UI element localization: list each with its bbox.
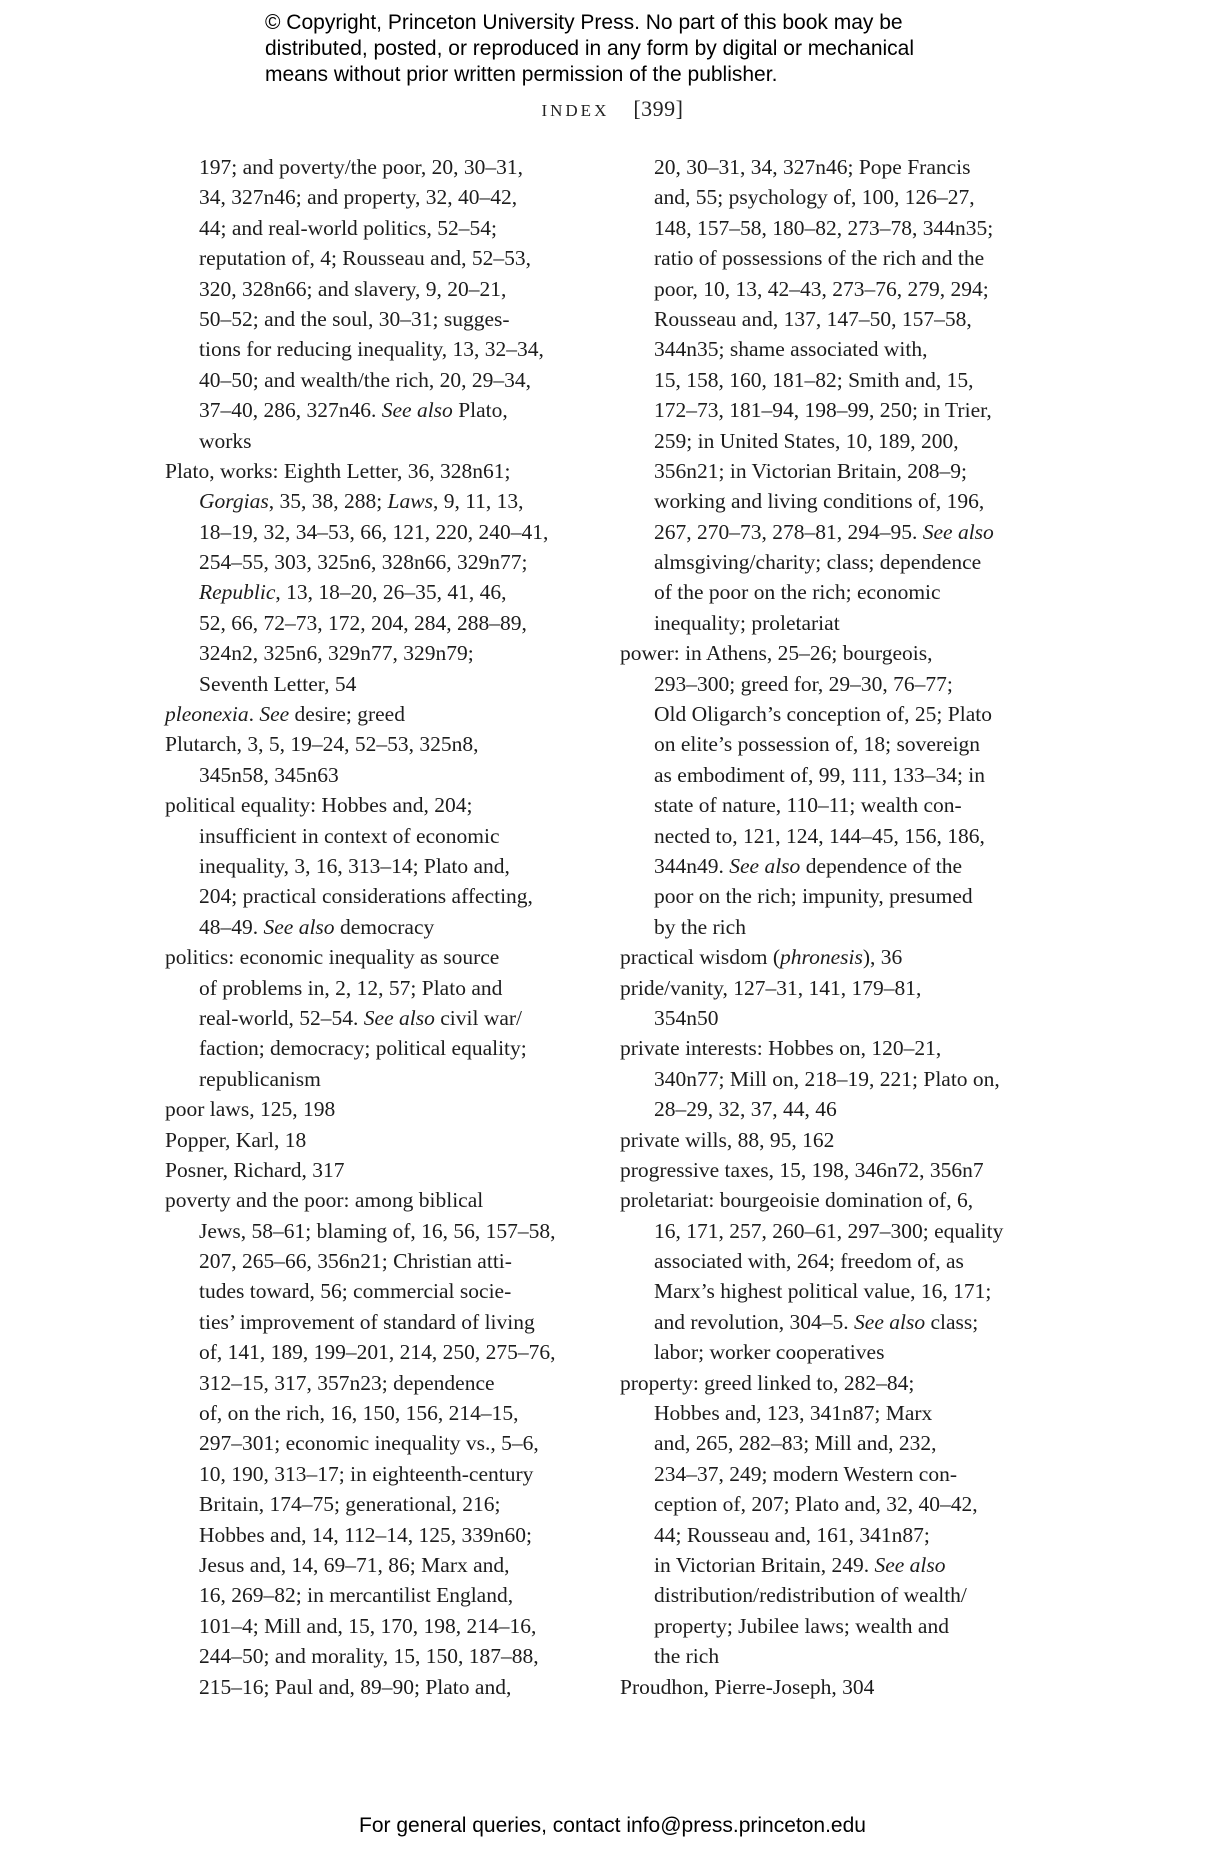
text-run: 148, 157–58, 180–82, 273–78, 344n35; bbox=[654, 215, 994, 240]
text-run: 197; and poverty/the poor, 20, 30–31, bbox=[199, 155, 523, 179]
index-entry-line bbox=[620, 1185, 1050, 1215]
index-entry-line bbox=[165, 456, 595, 486]
index-subentry-line bbox=[165, 577, 595, 607]
index-subentry-line bbox=[165, 304, 595, 334]
index-subentry-line bbox=[620, 608, 1050, 638]
index-entry-line bbox=[620, 973, 1050, 1003]
text-run: class; bbox=[925, 1309, 979, 1334]
text-run: working and living conditions of, 196, bbox=[654, 489, 985, 514]
text-run: political equality: Hobbes and, 204; bbox=[165, 793, 473, 818]
index-subentry-line bbox=[165, 669, 595, 699]
index-subentry-line bbox=[165, 486, 595, 516]
text-run: 52, 66, 72–73, 172, 204, 284, 288–89, bbox=[199, 610, 527, 635]
text-run: inequality, 3, 16, 313–14; Plato and, bbox=[199, 853, 510, 878]
index-subentry-line bbox=[620, 152, 1050, 182]
text-run: Hobbes and, 123, 341n87; Marx bbox=[654, 1401, 933, 1426]
text-run: poor laws, 125, 198 bbox=[165, 1097, 336, 1122]
text-run: 50–52; and the soul, 30–31; sugges- bbox=[199, 306, 510, 331]
text-run: 44; Rousseau and, 161, 341n87; bbox=[654, 1522, 930, 1547]
text-run: of, 141, 189, 199–201, 214, 250, 275–76, bbox=[199, 1340, 556, 1365]
text-run: labor; worker cooperatives bbox=[654, 1340, 885, 1365]
index-subentry-line bbox=[165, 638, 595, 668]
text-run: Plato, bbox=[452, 398, 508, 423]
index-subentry-line bbox=[165, 1368, 595, 1398]
italic-text: See bbox=[259, 702, 290, 727]
text-run: Britain, 174–75; generational, 216; bbox=[199, 1492, 501, 1517]
text-run: and, 265, 282–83; Mill and, 232, bbox=[654, 1431, 937, 1456]
text-run: , 9, 11, 13, bbox=[432, 489, 524, 514]
italic-text: See also bbox=[263, 914, 335, 939]
index-subentry-line bbox=[165, 426, 595, 456]
index-subentry-line bbox=[620, 1337, 1050, 1367]
text-run: 344n49. bbox=[654, 853, 730, 878]
italic-text: See also bbox=[854, 1309, 926, 1334]
text-run: 15, 158, 160, 181–82; Smith and, 15, bbox=[654, 367, 974, 392]
text-run: Popper, Karl, 18 bbox=[165, 1127, 307, 1152]
text-run: and revolution, 304–5. bbox=[654, 1309, 855, 1334]
index-subentry-line bbox=[165, 1033, 595, 1063]
text-run: almsgiving/charity; class; dependence bbox=[654, 550, 982, 575]
text-run: 324n2, 325n6, 329n77, 329n79; bbox=[199, 641, 474, 666]
copyright-line: means without prior written permission of the publisher. bbox=[265, 63, 778, 86]
index-entry-line bbox=[620, 942, 1050, 972]
index-subentry-line bbox=[165, 1580, 595, 1610]
index-subentry-line bbox=[620, 729, 1050, 759]
text-run: 259; in United States, 10, 189, 200, bbox=[654, 428, 959, 453]
index-subentry-line bbox=[620, 881, 1050, 911]
index-subentry-line bbox=[620, 426, 1050, 456]
text-run: private interests: Hobbes on, 120–21, bbox=[620, 1036, 942, 1061]
index-column-right bbox=[620, 152, 1050, 1702]
text-run: of, on the rich, 16, 150, 156, 214–15, bbox=[199, 1401, 519, 1426]
text-run: Marx’s highest political value, 16, 171; bbox=[654, 1279, 992, 1304]
text-run: 234–37, 249; modern Western con- bbox=[654, 1461, 957, 1486]
index-subentry-line bbox=[620, 1276, 1050, 1306]
index-subentry-line bbox=[620, 486, 1050, 516]
text-run: practical wisdom ( bbox=[620, 945, 781, 970]
index-subentry-line bbox=[165, 1003, 595, 1033]
text-run: 293–300; greed for, 29–30, 76–77; bbox=[654, 671, 953, 696]
text-run: private wills, 88, 95, 162 bbox=[620, 1127, 835, 1152]
index-subentry-line bbox=[620, 213, 1050, 243]
text-run: democracy bbox=[334, 914, 435, 939]
text-run: Jesus and, 14, 69–71, 86; Marx and, bbox=[199, 1552, 510, 1577]
index-subentry-line bbox=[620, 304, 1050, 334]
text-run: insufficient in context of economic bbox=[199, 823, 500, 848]
index-subentry-line bbox=[165, 1672, 595, 1702]
index-subentry-line bbox=[620, 1459, 1050, 1489]
italic-text: See also bbox=[729, 853, 801, 878]
text-run: by the rich bbox=[654, 914, 746, 939]
index-subentry-line bbox=[620, 577, 1050, 607]
index-subentry-line bbox=[620, 790, 1050, 820]
index-subentry-line bbox=[620, 912, 1050, 942]
text-run: ), 36 bbox=[862, 945, 903, 970]
index-subentry-line bbox=[165, 213, 595, 243]
text-run: Plato, works: Eighth Letter, 36, 328n61; bbox=[165, 458, 511, 483]
index-subentry-line bbox=[165, 1520, 595, 1550]
text-run: inequality; proletariat bbox=[654, 610, 840, 635]
text-run: Rousseau and, 137, 147–50, 157–58, bbox=[654, 306, 972, 331]
index-subentry-line bbox=[165, 1489, 595, 1519]
index-subentry-line bbox=[165, 1459, 595, 1489]
text-run: 356n21; in Victorian Britain, 208–9; bbox=[654, 458, 968, 483]
text-run: 340n77; Mill on, 218–19, 221; Plato on, bbox=[654, 1066, 1000, 1091]
text-run: of problems in, 2, 12, 57; Plato and bbox=[199, 975, 503, 1000]
index-subentry-line bbox=[165, 243, 595, 273]
text-run: and, 55; psychology of, 100, 126–27, bbox=[654, 185, 975, 210]
index-subentry-line bbox=[165, 760, 595, 790]
text-run: works bbox=[199, 428, 252, 453]
index-subentry-line bbox=[620, 1216, 1050, 1246]
index-subentry-line bbox=[165, 274, 595, 304]
footer-contact: For general queries, contact info@press.princeton.edu bbox=[359, 1814, 866, 1837]
text-run: power: in Athens, 25–26; bourgeois, bbox=[620, 641, 933, 666]
text-run: as embodiment of, 99, 111, 133–34; in bbox=[654, 762, 986, 787]
index-subentry-line bbox=[165, 1641, 595, 1671]
index-subentry-line bbox=[165, 1276, 595, 1306]
index-entry-line bbox=[620, 1033, 1050, 1063]
text-run: 18–19, 32, 34–53, 66, 121, 220, 240–41, bbox=[199, 519, 549, 544]
index-subentry-line bbox=[620, 1064, 1050, 1094]
index-subentry-line bbox=[620, 395, 1050, 425]
text-run: the rich bbox=[654, 1644, 720, 1669]
text-run: on elite’s possession of, 18; sovereign bbox=[654, 732, 981, 757]
index-subentry-line bbox=[165, 881, 595, 911]
index-entry-line bbox=[165, 790, 595, 820]
text-run: state of nature, 110–11; wealth con- bbox=[654, 793, 962, 818]
index-subentry-line bbox=[165, 1307, 595, 1337]
index-subentry-line bbox=[620, 1398, 1050, 1428]
index-subentry-line bbox=[620, 1246, 1050, 1276]
index-subentry-line bbox=[165, 608, 595, 638]
index-subentry-line bbox=[165, 1398, 595, 1428]
italic-text: phronesis bbox=[780, 945, 863, 970]
index-subentry-line bbox=[620, 517, 1050, 547]
text-run: Jews, 58–61; blaming of, 16, 56, 157–58, bbox=[199, 1218, 556, 1243]
text-run: 28–29, 32, 37, 44, 46 bbox=[654, 1097, 837, 1122]
index-subentry-line bbox=[165, 821, 595, 851]
text-run: 34, 327n46; and property, 32, 40–42, bbox=[199, 185, 518, 210]
text-run: Hobbes and, 14, 112–14, 125, 339n60; bbox=[199, 1522, 533, 1547]
index-subentry-line bbox=[165, 1337, 595, 1367]
index-subentry-line bbox=[620, 274, 1050, 304]
text-run: ratio of possessions of the rich and the bbox=[654, 246, 985, 271]
text-run: poor on the rich; impunity, presumed bbox=[654, 884, 973, 909]
index-subentry-line bbox=[165, 182, 595, 212]
index-subentry-line bbox=[620, 547, 1050, 577]
text-run: 344n35; shame associated with, bbox=[654, 337, 928, 362]
index-subentry-line bbox=[620, 1428, 1050, 1458]
index-subentry-line bbox=[620, 243, 1050, 273]
index-subentry-line bbox=[620, 456, 1050, 486]
index-entry-line bbox=[620, 1368, 1050, 1398]
text-run: 10, 190, 313–17; in eighteenth-century bbox=[199, 1461, 534, 1486]
index-entry-line bbox=[165, 699, 595, 729]
index-subentry-line bbox=[620, 1641, 1050, 1671]
text-run: poor, 10, 13, 42–43, 273–76, 279, 294; bbox=[654, 276, 989, 301]
index-subentry-line bbox=[165, 395, 595, 425]
copyright-line: distributed, posted, or reproduced in any form by digital or mechanical bbox=[265, 37, 915, 60]
text-run: property: greed linked to, 282–84; bbox=[620, 1370, 915, 1395]
index-column-left bbox=[165, 152, 595, 1702]
index-entry-line bbox=[165, 1155, 595, 1185]
italic-text: See also bbox=[922, 519, 994, 544]
index-subentry-line bbox=[165, 517, 595, 547]
index-subentry-line bbox=[620, 1611, 1050, 1641]
text-run: . bbox=[248, 702, 260, 727]
text-run: 172–73, 181–94, 198–99, 250; in Trier, bbox=[654, 398, 992, 423]
text-run: 101–4; Mill and, 15, 170, 198, 214–16, bbox=[199, 1613, 537, 1638]
index-subentry-line bbox=[620, 365, 1050, 395]
text-run: Posner, Richard, 317 bbox=[165, 1157, 345, 1182]
index-entry-line bbox=[165, 1185, 595, 1215]
index-subentry-line bbox=[620, 669, 1050, 699]
index-entry-line bbox=[165, 729, 595, 759]
index-entry-line bbox=[620, 638, 1050, 668]
text-run: tions for reducing inequality, 13, 32–34, bbox=[199, 337, 544, 362]
text-run: Seventh Letter, 54 bbox=[199, 671, 357, 696]
text-run: ception of, 207; Plato and, 32, 40–42, bbox=[654, 1492, 978, 1517]
index-subentry-line bbox=[165, 1611, 595, 1641]
text-run: 44; and real-world politics, 52–54; bbox=[199, 215, 497, 240]
text-run: politics: economic inequality as source bbox=[165, 945, 500, 970]
index-subentry-line bbox=[620, 182, 1050, 212]
copyright-notice bbox=[265, 10, 1025, 88]
text-run: , 13, 18–20, 26–35, 41, 46, bbox=[275, 580, 507, 605]
italic-text: pleonexia bbox=[165, 702, 249, 727]
text-run: 48–49. bbox=[199, 914, 264, 939]
text-run: 297–301; economic inequality vs., 5–6, bbox=[199, 1431, 539, 1456]
text-run: 16, 171, 257, 260–61, 297–300; equality bbox=[654, 1218, 1004, 1243]
text-run: progressive taxes, 15, 198, 346n72, 356n7 bbox=[620, 1157, 984, 1182]
text-run: 40–50; and wealth/the rich, 20, 29–34, bbox=[199, 367, 531, 392]
index-subentry-line bbox=[620, 1580, 1050, 1610]
text-run: 267, 270–73, 278–81, 294–95. bbox=[654, 519, 923, 544]
index-subentry-line bbox=[620, 1307, 1050, 1337]
italic-text: Gorgias bbox=[199, 489, 269, 514]
text-run: in Victorian Britain, 249. bbox=[654, 1552, 875, 1577]
italic-text: See also bbox=[363, 1005, 435, 1030]
text-run: property; Jubilee laws; wealth and bbox=[654, 1613, 949, 1638]
text-run: ties’ improvement of standard of living bbox=[199, 1309, 535, 1334]
index-subentry-line bbox=[620, 1550, 1050, 1580]
text-run: 37–40, 286, 327n46. bbox=[199, 398, 382, 423]
index-subentry-line bbox=[165, 1064, 595, 1094]
index-subentry-line bbox=[165, 851, 595, 881]
index-subentry-line bbox=[620, 821, 1050, 851]
italic-text: Republic bbox=[199, 580, 276, 605]
text-run: faction; democracy; political equality; bbox=[199, 1036, 527, 1061]
index-entry-line bbox=[620, 1155, 1050, 1185]
index-entry-line bbox=[620, 1672, 1050, 1702]
index-entry-line bbox=[165, 1125, 595, 1155]
text-run: 354n50 bbox=[654, 1005, 719, 1030]
page-number: [399] bbox=[633, 96, 684, 121]
running-head bbox=[0, 96, 1225, 122]
text-run: 312–15, 317, 357n23; dependence bbox=[199, 1370, 495, 1395]
text-run: 204; practical considerations affecting, bbox=[199, 884, 533, 909]
index-subentry-line bbox=[165, 1246, 595, 1276]
text-run: associated with, 264; freedom of, as bbox=[654, 1249, 964, 1274]
text-run: 20, 30–31, 34, 327n46; Pope Francis bbox=[654, 155, 971, 179]
index-subentry-line bbox=[620, 1489, 1050, 1519]
index-subentry-line bbox=[620, 699, 1050, 729]
text-run: nected to, 121, 124, 144–45, 156, 186, bbox=[654, 823, 985, 848]
index-subentry-line bbox=[165, 1216, 595, 1246]
text-run: 207, 265–66, 356n21; Christian atti- bbox=[199, 1249, 512, 1274]
index-subentry-line bbox=[620, 334, 1050, 364]
text-run: 254–55, 303, 325n6, 328n66, 329n77; bbox=[199, 550, 528, 575]
text-run: , 35, 38, 288; bbox=[268, 489, 388, 514]
text-run: 16, 269–82; in mercantilist England, bbox=[199, 1583, 514, 1608]
index-subentry-line bbox=[620, 1094, 1050, 1124]
text-run: 244–50; and morality, 15, 150, 187–88, bbox=[199, 1644, 539, 1669]
index-entry-line bbox=[165, 942, 595, 972]
text-run: reputation of, 4; Rousseau and, 52–53, bbox=[199, 246, 532, 271]
index-subentry-line bbox=[165, 1428, 595, 1458]
text-run: 320, 328n66; and slavery, 9, 20–21, bbox=[199, 276, 507, 301]
text-run: poverty and the poor: among biblical bbox=[165, 1188, 484, 1213]
text-run: 345n58, 345n63 bbox=[199, 762, 339, 787]
index-subentry-line bbox=[165, 152, 595, 182]
text-run: Proudhon, Pierre-Joseph, 304 bbox=[620, 1674, 875, 1699]
text-run: proletariat: bourgeoisie domination of, 6, bbox=[620, 1188, 974, 1213]
index-subentry-line bbox=[165, 334, 595, 364]
text-run: desire; greed bbox=[289, 702, 405, 727]
copyright-line: © Copyright, Princeton University Press. No part of this book may be bbox=[265, 11, 903, 34]
index-subentry-line bbox=[165, 1550, 595, 1580]
index-subentry-line bbox=[620, 760, 1050, 790]
index-entry-line bbox=[165, 1094, 595, 1124]
index-subentry-line bbox=[620, 1003, 1050, 1033]
text-run: of the poor on the rich; economic bbox=[654, 580, 941, 605]
text-run: civil war/ bbox=[434, 1005, 523, 1030]
index-subentry-line bbox=[165, 547, 595, 577]
text-run: dependence of the bbox=[800, 853, 963, 878]
index-entry-line bbox=[620, 1125, 1050, 1155]
text-run: distribution/redistribution of wealth/ bbox=[654, 1583, 967, 1608]
italic-text: Laws bbox=[387, 489, 433, 514]
italic-text: See also bbox=[874, 1552, 946, 1577]
text-run: real-world, 52–54. bbox=[199, 1005, 364, 1030]
text-run: tudes toward, 56; commercial socie- bbox=[199, 1279, 512, 1304]
index-subentry-line bbox=[620, 1520, 1050, 1550]
index-subentry-line bbox=[165, 973, 595, 1003]
running-head-title: INDEX bbox=[541, 101, 610, 120]
index-subentry-line bbox=[165, 365, 595, 395]
text-run: Plutarch, 3, 5, 19–24, 52–53, 325n8, bbox=[165, 732, 479, 757]
text-run: pride/vanity, 127–31, 141, 179–81, bbox=[620, 975, 922, 1000]
text-run: 215–16; Paul and, 89–90; Plato and, bbox=[199, 1674, 512, 1699]
text-run: Old Oligarch’s conception of, 25; Plato bbox=[654, 702, 992, 727]
italic-text: See also bbox=[381, 398, 453, 423]
text-run: republicanism bbox=[199, 1066, 321, 1091]
index-subentry-line bbox=[620, 851, 1050, 881]
index-subentry-line bbox=[165, 912, 595, 942]
